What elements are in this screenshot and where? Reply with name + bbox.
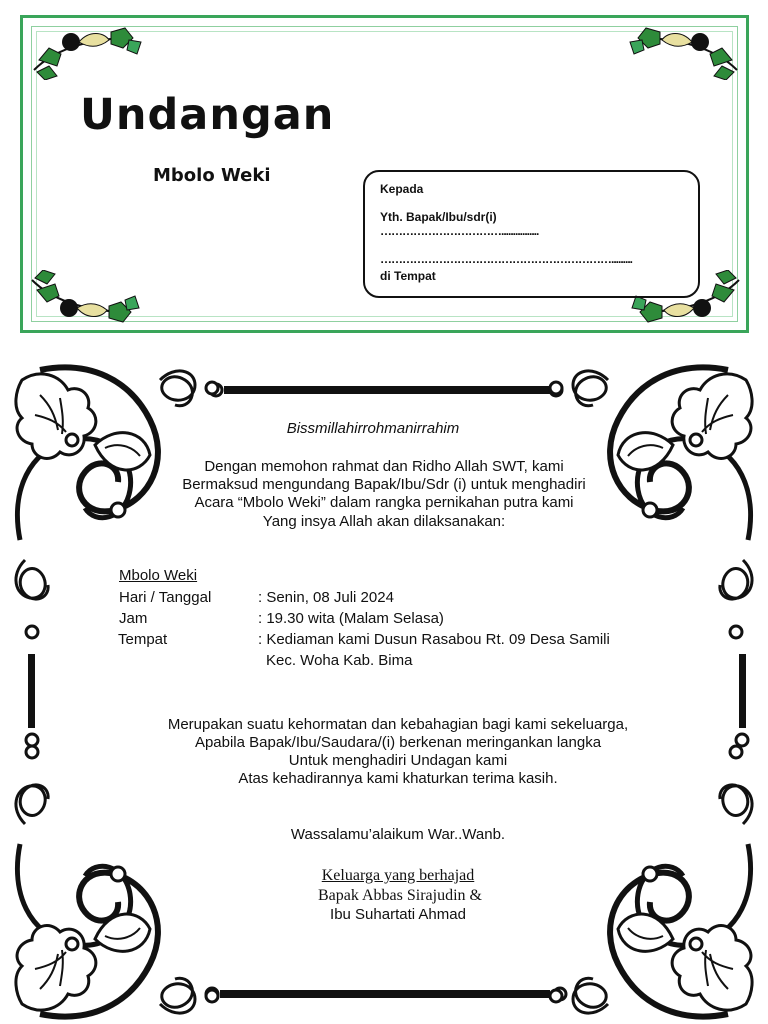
envelope-card [20, 15, 749, 333]
detail-label-place: Tempat [118, 631, 168, 648]
address-kepada: Kepada [380, 182, 424, 196]
corner-flower-top-right [622, 20, 742, 80]
detail-label-time: Jam [119, 610, 148, 627]
detail-value-date: : Senin, 08 Juli 2024 [258, 589, 394, 606]
corner-flower-bottom-left [27, 270, 147, 330]
opening-line-2: Bermaksud mengundang Bapak/Ibu/Sdr (i) untuk menghadiri [182, 476, 586, 493]
closing-line-4: Atas kehadirannya kami khaturkan terima kasih. [238, 770, 558, 787]
envelope-title: Undangan [80, 90, 335, 140]
detail-value-time: : 19.30 wita (Malam Selasa) [258, 610, 444, 627]
opening-line-3: Acara “Mbolo Weki” dalam rangka pernikahan putra kami [194, 494, 574, 511]
event-title: Mbolo Weki [119, 567, 198, 584]
closing-line-1: Merupakan suatu kehormatan dan kebahagian bagi kami sekeluarga, [167, 716, 629, 733]
address-place: di Tempat [380, 269, 436, 283]
family-heading: Keluarga yang berhajad [321, 867, 475, 884]
closing-line-3: Untuk menghadiri Undagan kami [288, 752, 508, 769]
address-box [363, 170, 700, 298]
corner-flower-top-left [29, 20, 149, 80]
closing-salam: Wassalamu’alaikum War..Wanb. [290, 826, 506, 843]
bismillah: Bissmillahirrohmanirrahim [286, 420, 460, 437]
address-blank-line-1: ……………………………................ [380, 224, 539, 238]
detail-value-place-continuation: Kec. Woha Kab. Bima [266, 652, 413, 669]
opening-line-4: Yang insya Allah akan dilaksanakan: [262, 513, 506, 530]
signatory-father: Bapak Abbas Sirajudin & [318, 887, 482, 904]
detail-value-place: : Kediaman kami Dusun Rasabou Rt. 09 Desa Samili [258, 631, 610, 648]
detail-label-date: Hari / Tanggal [119, 589, 212, 606]
invitation-page [0, 360, 768, 1024]
opening-line-1: Dengan memohon rahmat dan Ridho Allah SWT, kami [204, 458, 564, 475]
envelope-subtitle: Mbolo Weki [153, 165, 271, 186]
address-blank-line-2: ………………………………………………………......... [380, 252, 633, 266]
closing-line-2: Apabila Bapak/Ibu/Saudara/(i) berkenan meringankan langka [194, 734, 602, 751]
address-recipient: Yth. Bapak/Ibu/sdr(i) [380, 210, 497, 224]
signatory-mother: Ibu Suhartati Ahmad [330, 906, 466, 923]
